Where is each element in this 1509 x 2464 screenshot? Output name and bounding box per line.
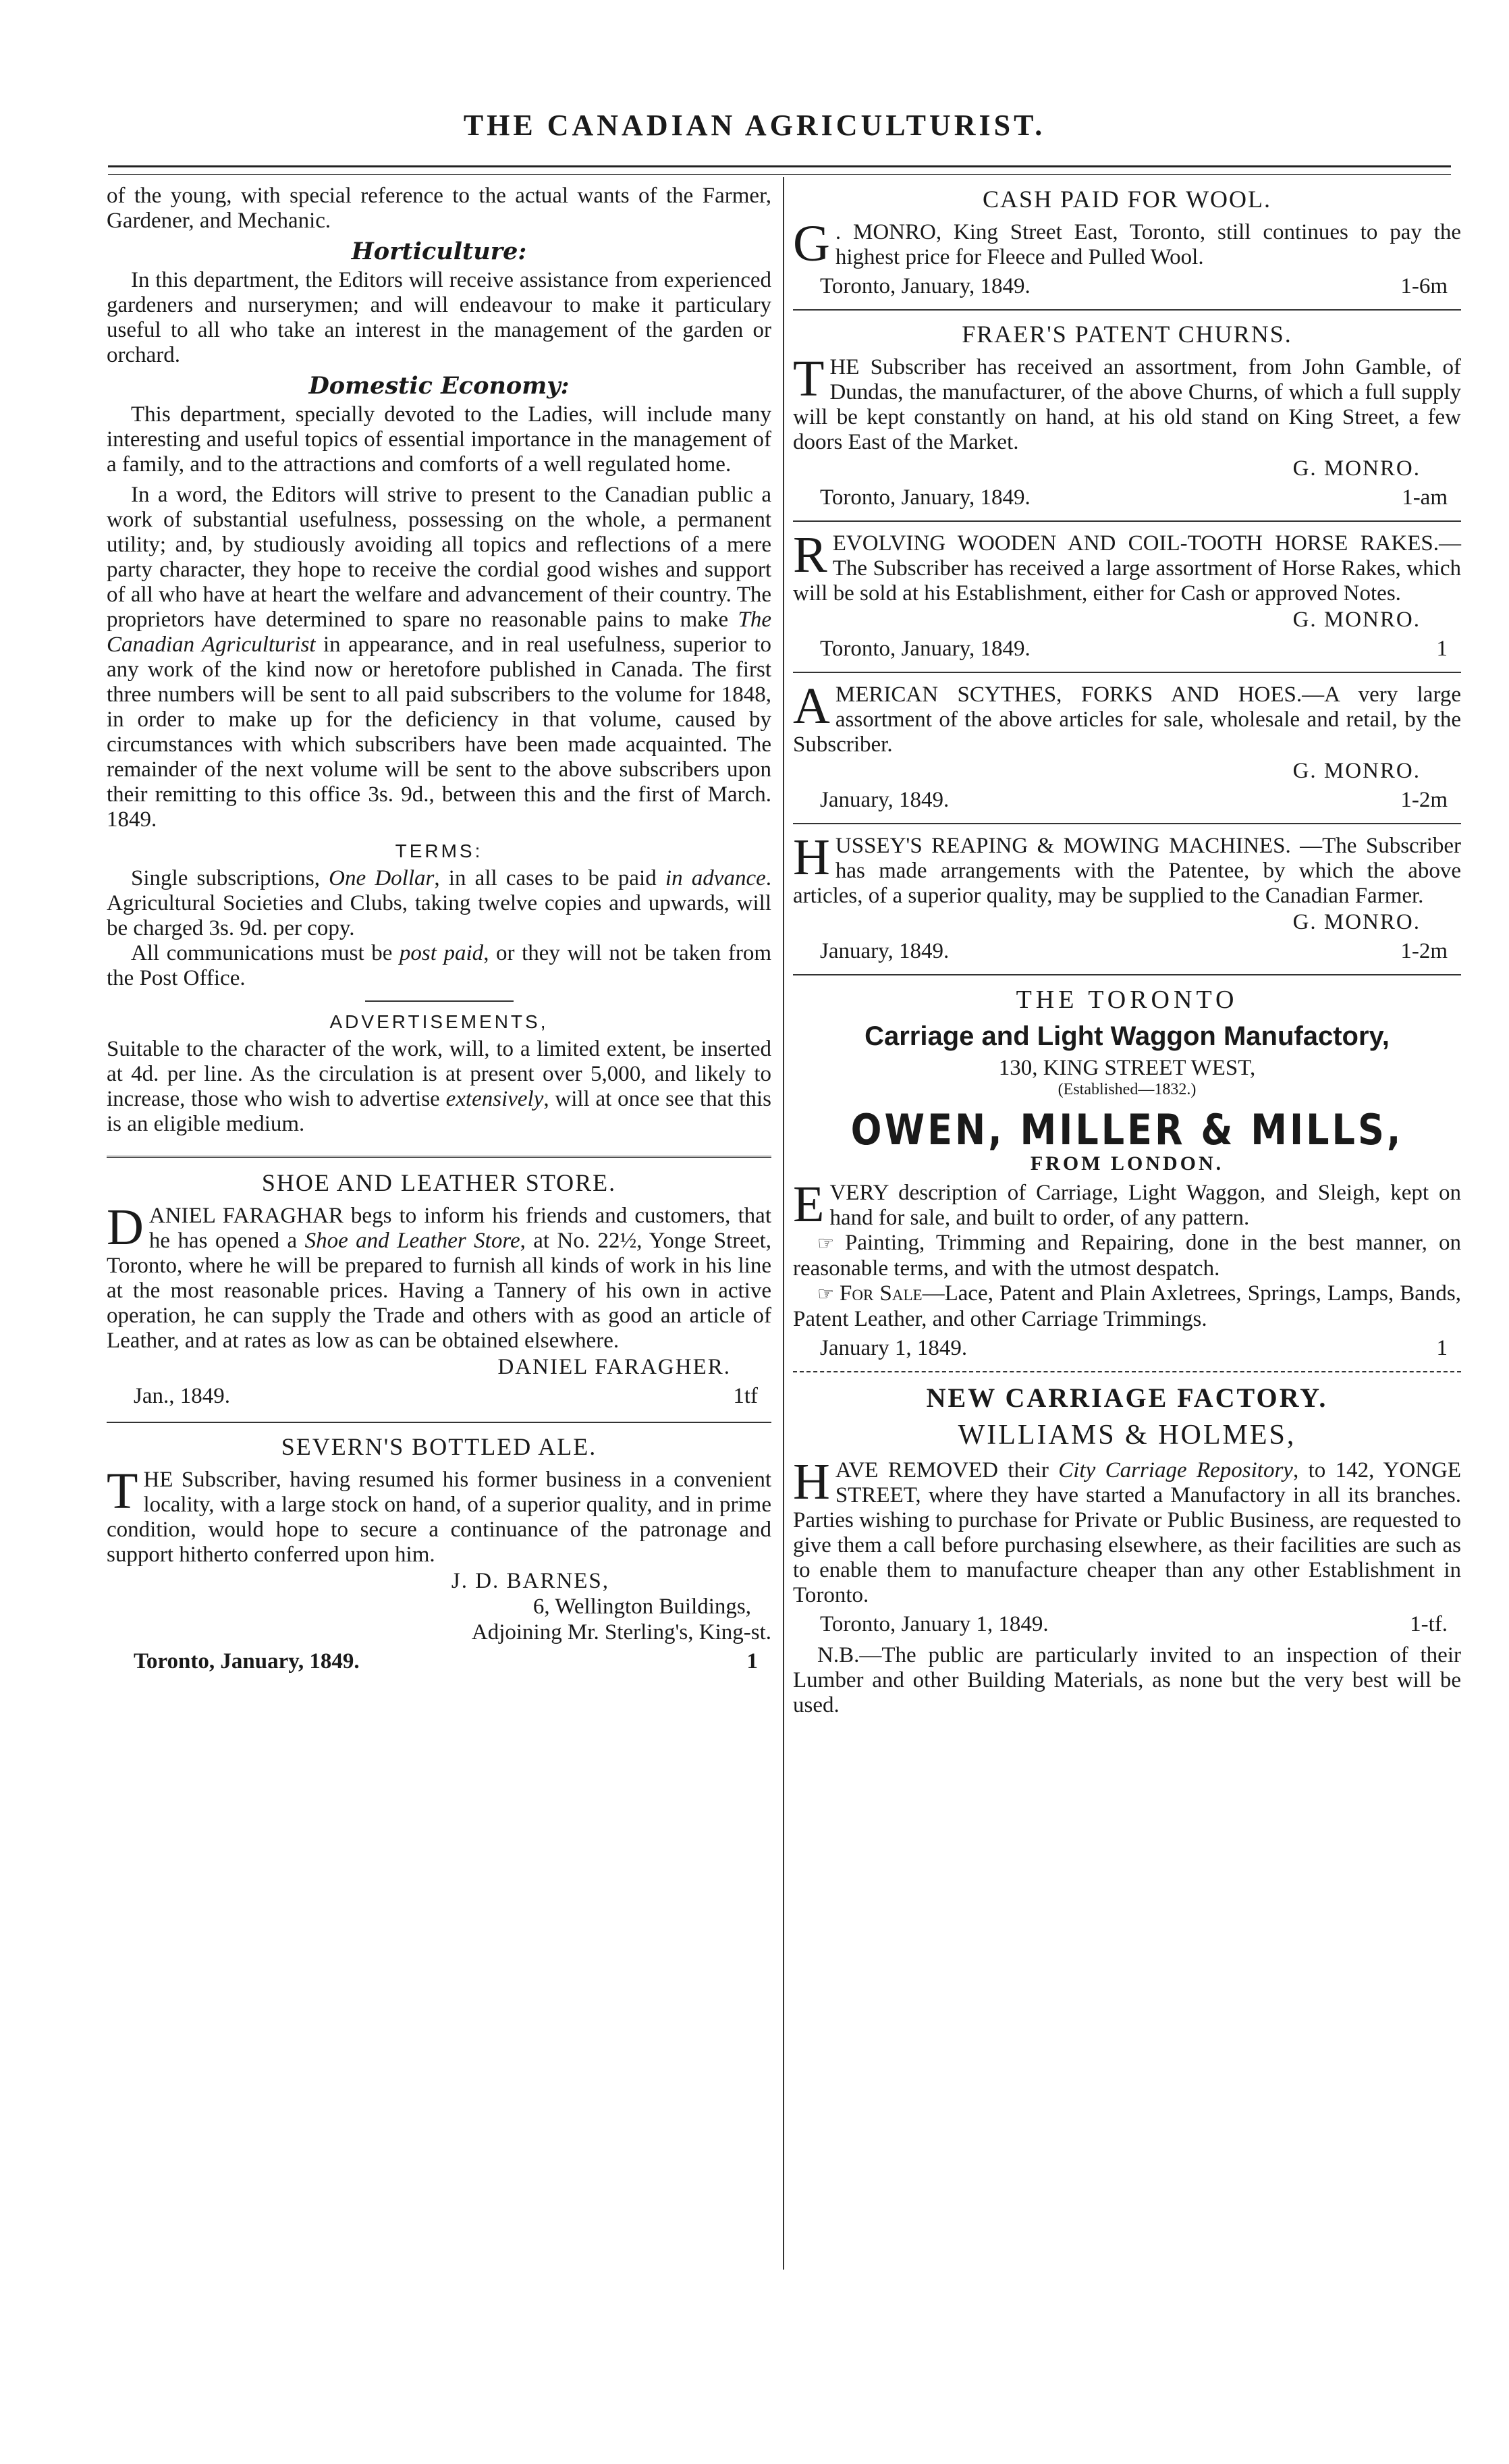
section-rule — [793, 672, 1461, 673]
wool-paragraph — [793, 215, 1461, 272]
scythes-dateline — [793, 786, 1461, 813]
wool-dateline — [793, 273, 1461, 300]
ale-dateline — [107, 1648, 771, 1675]
churns-paragraph — [793, 350, 1461, 455]
drop-cap: T — [793, 350, 825, 407]
in-a-word-paragraph — [107, 483, 771, 832]
terms1-price: One Dollar — [329, 866, 435, 890]
painting-paragraph — [793, 1231, 1461, 1281]
shoe-signature: DANIEL FARAGHER. — [497, 1355, 731, 1379]
rakes-dateline — [793, 635, 1461, 662]
shoe-text-a: ANIEL FARAGHAR begs to inform his friends and customers, that he has opened a — [148, 1204, 771, 1253]
short-rule — [365, 1000, 514, 1002]
drop-cap: G — [793, 215, 830, 272]
carriage-dateline — [793, 1335, 1461, 1362]
drop-cap: R — [793, 527, 827, 583]
shoe-text-c: , at No. 22½, Yonge Street, Toronto, where he will be prepared to furnish all kinds of work in his line at the most reasonable prices. Having a Tannery of his own in active operation, he can supply the Trade and others with as good an article of Leather, and at rates as low as can be obtained elsewhere. — [107, 1229, 771, 1353]
carriage-code: 1 — [1436, 1336, 1448, 1360]
churns-date: Toronto, January, 1849. — [820, 485, 1031, 510]
shoe-date: Jan., 1849. — [134, 1384, 230, 1408]
churns-signature: G. MONRO. — [1292, 456, 1421, 481]
for-sale-label: For Sale — [840, 1281, 923, 1306]
column-divider — [783, 177, 784, 2270]
ale-signature: J. D. BARNES, — [451, 1569, 609, 1593]
section-rule — [793, 823, 1461, 824]
carriage-address: 130, KING STREET WEST, — [998, 1056, 1256, 1080]
for-sale-paragraph — [793, 1281, 1461, 1332]
wool-text: . MONRO, King Street East, Toronto, still continues to pay the highest price for Fleece and Pulled Wool. — [835, 220, 1461, 269]
established-note: (Established—1832.) — [1058, 1081, 1197, 1098]
wh-dateline — [793, 1611, 1461, 1638]
scythes-paragraph — [793, 678, 1461, 757]
ale-code: 1 — [746, 1649, 758, 1673]
intro-paragraph: of the young, with special reference to the actual wants of the Farmer, Gardener, and Mechanic. — [107, 184, 771, 233]
ale-heading: SEVERN'S BOTTLED ALE. — [281, 1433, 597, 1460]
header-rule-thin — [108, 174, 1451, 175]
shoe-store-heading: SHOE AND LEATHER STORE. — [261, 1169, 617, 1196]
domestic-economy-paragraph: This department, specially devoted to the Ladies, will include many interesting and useful topics of essential importance in the management of a family, and to the attractions and comforts of a well regulated home. — [107, 402, 771, 477]
terms1-text-a: Single subscriptions, — [131, 866, 329, 890]
shoe-code: 1tf — [733, 1384, 758, 1408]
section-rule — [793, 520, 1461, 522]
wh-code: 1-tf. — [1410, 1612, 1448, 1636]
hussey-signature: G. MONRO. — [1292, 910, 1421, 934]
for-sale-text: —Lace, Patent and Plain Axletrees, Springs, Lamps, Bands, Patent Leather, and other Carriage Trimmings. — [793, 1281, 1462, 1331]
every-text: VERY description of Carriage, Light Waggon, and Sleigh, kept on hand for sale, and built to order, of any pattern. — [829, 1181, 1461, 1230]
owen-miller-mills: OWEN, MILLER & MILLS, — [850, 1105, 1404, 1154]
churns-text: HE Subscriber has received an assortment, from John Gamble, of Dundas, the manufacturer, of the above Churns, of which a full supply will be kept constantly on hand, at his old stand on King Street, a few doors East of the Market. — [793, 355, 1461, 454]
williams-holmes-paragraph — [793, 1453, 1461, 1608]
right-column — [793, 184, 1461, 1718]
section-rule — [107, 1422, 771, 1423]
advertisements-heading: ADVERTISEMENTS, — [329, 1011, 549, 1032]
wh-date: Toronto, January 1, 1849. — [820, 1612, 1049, 1636]
terms2-postpaid: post paid — [399, 941, 484, 965]
ale-address-1: 6, Wellington Buildings, — [532, 1595, 751, 1619]
terms1-advance: in advance — [665, 866, 766, 890]
toronto-heading: THE TORONTO — [1016, 986, 1238, 1014]
left-column — [107, 184, 771, 1675]
header-rule — [108, 165, 1451, 167]
scythes-date: January, 1849. — [820, 788, 950, 812]
ale-address-2: Adjoining Mr. Sterling's, King-st. — [471, 1620, 771, 1644]
adv-text-c: , will at once see that this is an eligible medium. — [107, 1087, 771, 1136]
advertisements-paragraph — [107, 1037, 771, 1137]
terms2-text-a: All communications must be — [131, 941, 400, 965]
shoe-store-name: Shoe and Leather Store — [304, 1229, 520, 1253]
carriage-manufactory-title: Carriage and Light Waggon Manufactory, — [865, 1021, 1390, 1051]
pointing-hand-icon: ☞ — [817, 1284, 840, 1305]
terms-heading: TERMS: — [395, 840, 483, 861]
shoe-dateline — [107, 1383, 771, 1410]
horticulture-paragraph: In this department, the Editors will receive assistance from experienced gardeners and nurserymen; and will endeavour to make it particulary useful to all who take an interest in the management of the garden or orchard. — [107, 268, 771, 367]
churns-code: 1-am — [1402, 485, 1448, 510]
drop-cap: D — [107, 1199, 144, 1256]
scythes-text: MERICAN SCYTHES, FORKS AND HOES.—A very large assortment of the above articles for sale, wholesale and retail, by the Subscriber. — [793, 682, 1461, 757]
hussey-date: January, 1849. — [820, 939, 950, 963]
drop-cap: T — [107, 1463, 138, 1520]
terms2-text-c: , or they will not be taken from the Post Office. — [107, 941, 772, 990]
from-london: FROM LONDON. — [1030, 1152, 1224, 1175]
drop-cap: A — [793, 678, 830, 734]
adv-extensively: extensively — [445, 1087, 544, 1111]
terms-paragraph-2 — [107, 941, 771, 991]
wh-text-c: , to 142, YONGE STREET, where they have started a Manufactory in all its branches. Parties wishing to purchase for Private or Public Business, are requested to give them a call before purchasing elsewhere, as their facilities are such as to enable them to manufacture cheaper than any other Establishment in Toronto. — [793, 1458, 1461, 1607]
terms1-text-c: , in all cases to be paid — [434, 866, 665, 890]
wool-heading: CASH PAID FOR WOOL. — [982, 186, 1272, 213]
wool-code: 1-6m — [1400, 274, 1448, 298]
ale-text: HE Subscriber, having resumed his former business in a convenient locality, with a large stock on hand, of a superior quality, and in prime condition, would hope to secure a continuance of the patronage and support hitherto conferred upon him. — [107, 1468, 771, 1567]
carriage-date: January 1, 1849. — [820, 1336, 968, 1360]
section-rule — [793, 309, 1461, 311]
pointing-hand-icon: ☞ — [817, 1233, 846, 1254]
wool-date: Toronto, January, 1849. — [820, 274, 1031, 298]
nb-paragraph: N.B.—The public are particularly invited to an inspection of their Lumber and other Building Materials, as none but the very best will be used. — [793, 1643, 1461, 1717]
terms1-text-e: . Agricultural Societies and Clubs, taking twelve copies and upwards, will be charged 3s. 9d. per copy. — [107, 866, 771, 940]
williams-holmes-heading: WILLIAMS & HOLMES, — [958, 1420, 1296, 1451]
drop-cap: H — [793, 829, 830, 886]
rakes-code: 1 — [1436, 637, 1448, 661]
rakes-signature: G. MONRO. — [1292, 608, 1421, 632]
hussey-text: USSEY'S REAPING & MOWING MACHINES. —The Subscriber has made arrangements with the Patentee, by which the above articles, of a superior quality, may be supplied to the Canadian Farmer. — [793, 834, 1461, 908]
scythes-code: 1-2m — [1400, 788, 1448, 812]
scythes-signature: G. MONRO. — [1292, 759, 1421, 783]
section-rule — [793, 1371, 1461, 1372]
domestic-economy-heading: Domestic Economy: — [308, 372, 570, 400]
adv-text-a: Suitable to the character of the work, will, to a limited extent, be inserted at 4d. per line. As the circulation is at present over 5,000, and likely to increase, those who wish to advertise — [107, 1037, 771, 1111]
drop-cap: H — [793, 1453, 830, 1510]
in-a-word-text-1: In a word, the Editors will strive to present to the Canadian public a work of substantial usefulness, possessing on the whole, a permanent utility; and, by studiously avoiding all topics and reflections of a mere party character, they hope to receive the cordial good wishes and support of all who have at heart the welfare and advancement of their country. The proprietors have determined to spare no reasonable pains to make — [107, 483, 771, 632]
new-carriage-factory-heading: NEW CARRIAGE FACTORY. — [926, 1383, 1328, 1413]
rakes-text: EVOLVING WOODEN AND COIL-TOOTH HORSE RAKES.—The Subscriber has received a large assortment of Horse Rakes, which will be sold at his Establishment, either for Cash or approved Notes. — [793, 531, 1461, 606]
rakes-paragraph — [793, 527, 1461, 606]
horticulture-heading: Horticulture: — [351, 238, 527, 265]
running-head: THE CANADIAN AGRICULTURIST. — [463, 109, 1046, 142]
publication-title: The Canadian Agriculturist — [107, 608, 771, 657]
city-carriage-repository: City Carriage Repository — [1058, 1458, 1293, 1482]
drop-cap: E — [793, 1176, 825, 1233]
in-a-word-text-2: in appearance, and in real usefulness, superior to any work of the kind now or heretofore published in Canada. The first three numbers will be sent to all paid subscribers to the volume for 1848, in order to make up for the deficiency in that volume, caused by circumstances with which subscribers have been made acquainted. The remainder of the next volume will be sent to the above subscribers upon their remitting to this office 3s. 9d., between this and the first of March. 1849. — [107, 633, 771, 832]
every-paragraph — [793, 1176, 1461, 1233]
churns-dateline — [793, 484, 1461, 511]
hussey-code: 1-2m — [1400, 939, 1448, 963]
section-rule — [793, 974, 1461, 975]
painting-text: Painting, Trimming and Repairing, done in the best manner, on reasonable terms, and with the utmost despatch. — [793, 1231, 1461, 1281]
ale-date: Toronto, January, 1849. — [134, 1649, 360, 1673]
rakes-date: Toronto, January, 1849. — [820, 637, 1031, 661]
shoe-store-paragraph — [107, 1199, 771, 1354]
hussey-paragraph — [793, 829, 1461, 909]
terms-paragraph-1 — [107, 866, 771, 941]
hussey-dateline — [793, 938, 1461, 965]
section-rule — [107, 1156, 771, 1158]
ale-paragraph — [107, 1463, 771, 1568]
wh-text-a: AVE REMOVED their — [835, 1458, 1059, 1482]
churns-heading: FRAER'S PATENT CHURNS. — [962, 321, 1292, 348]
